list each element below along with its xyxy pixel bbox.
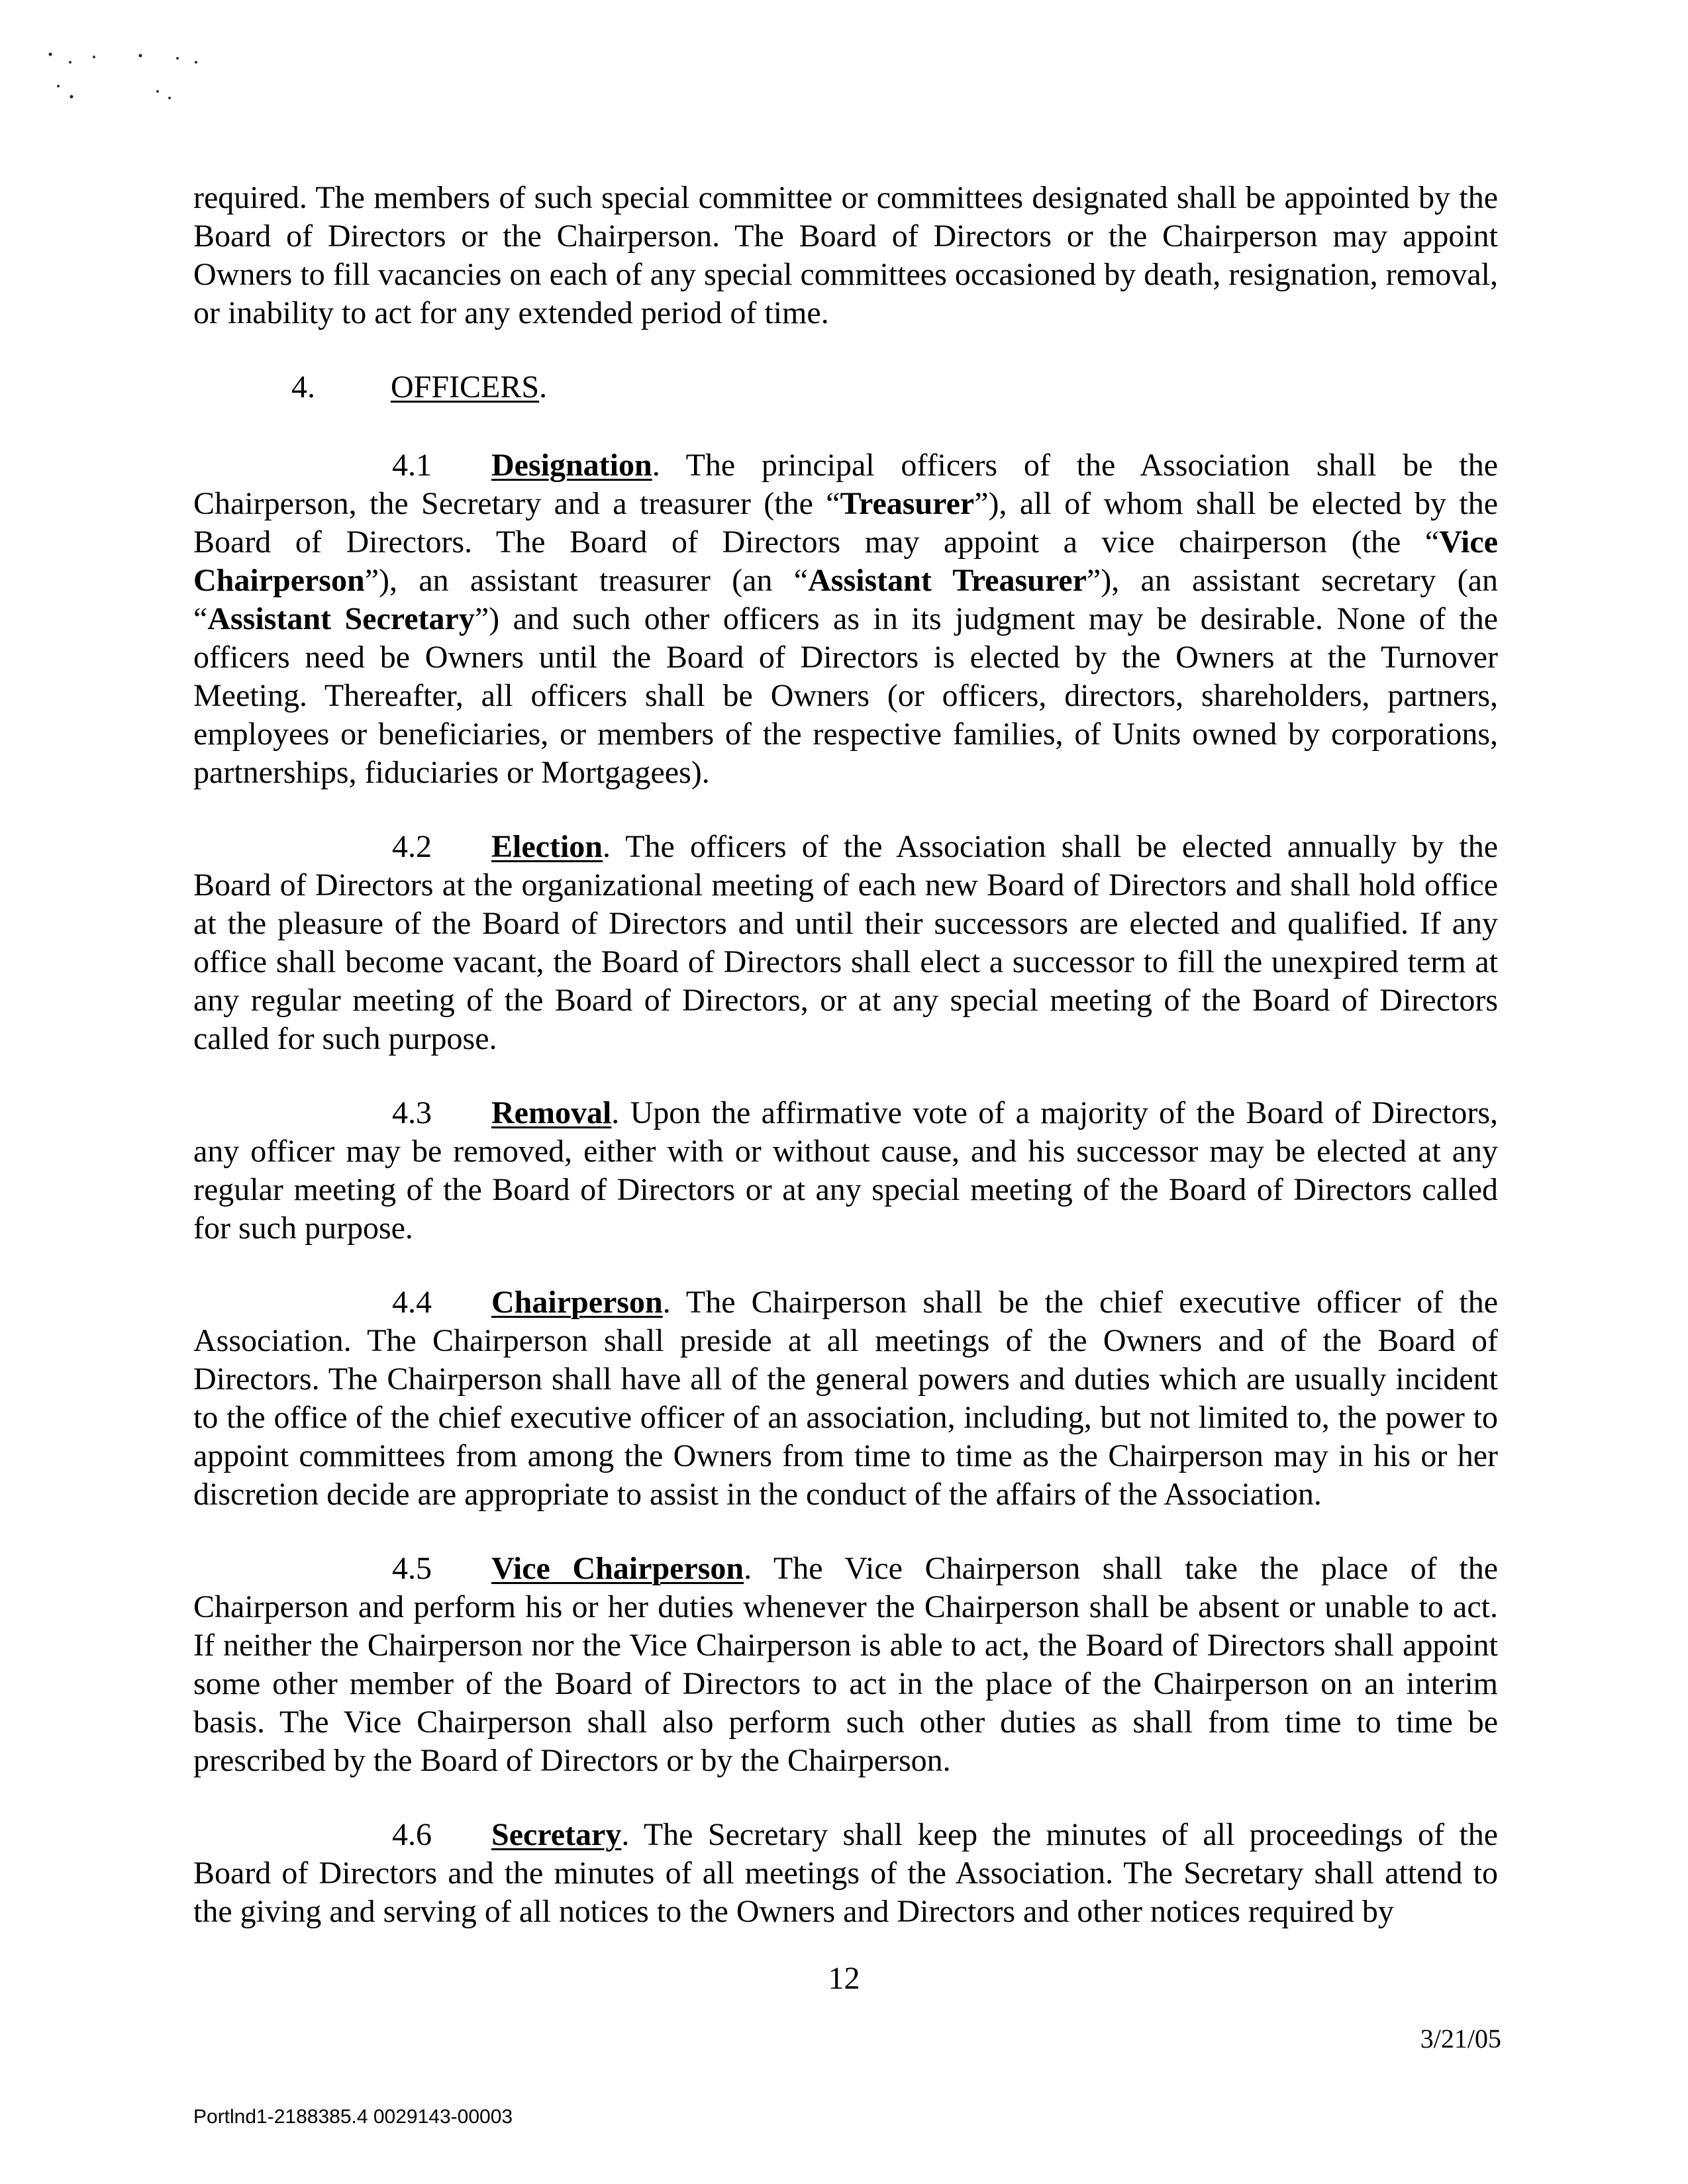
- section-heading: [193, 368, 1498, 407]
- paragraph-4-2: [193, 828, 1498, 1058]
- paragraph-text: ”), an assistant treasurer (an “: [364, 563, 809, 598]
- scan-speckles: [40, 40, 205, 113]
- paragraph-text: ”), all of whom shall be elected by the Board of Directors. The Board of Directors may appoint a vice chairperson (the “: [193, 486, 1499, 560]
- paragraph-title: Election: [491, 829, 603, 864]
- paragraph-title: Removal: [491, 1095, 612, 1130]
- paragraph-text: . Upon the affirmative vote of a majority of the Board of Directors, any officer may be removed, either with or without cause, and his successor may be elected at any regular meeting of the Board of Directors or at any special meeting of the Board of Directors called for such purpose.: [193, 1095, 1498, 1246]
- defined-term: Treasurer: [840, 486, 975, 521]
- paragraph-title: Secretary: [491, 1817, 622, 1852]
- footer-date: 3/21/05: [1420, 2024, 1501, 2054]
- paragraph-text: . The officers of the Association shall be elected annually by the Board of Directors at the organizational meeting of each new Board of Directors and shall hold office at the pleasure of the Board of Directors and until their successors are elected and qualified. If any office shall become vacant, the Board of Directors shall elect a successor to fill the unexpired term at any regular meeting of the Board of Directors, or at any special meeting of the Board of Directors called for such purpose.: [193, 829, 1498, 1056]
- section-title-punct: .: [539, 370, 548, 405]
- paragraph-number: 4.6: [392, 1817, 432, 1852]
- paragraph-4-5: [193, 1550, 1498, 1780]
- paragraph-number: 4.2: [392, 829, 432, 864]
- section-number: 4.: [291, 370, 315, 405]
- paragraph-text: ”), an assistant secretary (an “: [193, 563, 1498, 636]
- page-number: 12: [828, 1961, 860, 1996]
- paragraph-4-6: [193, 1816, 1498, 1931]
- paragraph-title: Designation: [491, 448, 652, 483]
- document-body: [193, 179, 1498, 1967]
- defined-term: Vice Chairperson: [193, 524, 1498, 598]
- defined-term: Assistant Secretary: [207, 601, 475, 636]
- paragraph-4-4: [193, 1283, 1498, 1514]
- paragraph-title: Vice Chairperson: [491, 1551, 744, 1586]
- paragraph-text: . The Vice Chairperson shall take the place of the Chairperson and perform his or her duties whenever the Chairperson shall be absent or unable to act. If neither the Chairperson nor the Vice Chairperson is able to act, the Board of Directors shall appoint some other member of the Board of Directors to act in the place of the Chairperson on an interim basis. The Vice Chairperson shall also perform such other duties as shall from time to time be prescribed by the Board of Directors or by the Chairperson.: [193, 1551, 1498, 1778]
- paragraph-text: . The Chairperson shall be the chief executive officer of the Association. The Chairperson shall preside at all meetings of the Owners and of the Board of Directors. The Chairperson shall have all of the general powers and duties which are usually incident to the office of the chief executive officer of an association, including, but not limited to, the power to appoint committees from among the Owners from time to time as the Chairperson may in his or her discretion decide are appropriate to assist in the conduct of the affairs of the Association.: [193, 1285, 1498, 1512]
- document-id: Portlnd1-2188385.4 0029143-00003: [193, 2106, 513, 2128]
- paragraph-text: . The principal officers of the Association shall be the Chairperson, the Secretary and a treasurer (the “: [193, 448, 1498, 521]
- paragraph-number: 4.1: [392, 448, 432, 483]
- paragraph-number: 4.5: [392, 1551, 432, 1586]
- section-title: OFFICERS: [391, 370, 540, 405]
- continuation-paragraph: required. The members of such special committee or committees designated shall be appointed by the Board of Directors or the Chairperson. The Board of Directors or the Chairperson may appoint Owners to fill vacancies on each of any special committees occasioned by death, resignation, removal, or inability to act for any extended period of time.: [193, 180, 1498, 330]
- paragraph-text: . The Secretary shall keep the minutes of all proceedings of the Board of Directors and the minutes of all meetings of the Association. The Secretary shall attend to the giving and serving of all notices to the Owners and Directors and other notices required by: [193, 1817, 1498, 1929]
- defined-term: Assistant Treasurer: [808, 563, 1087, 598]
- paragraph-title: Chairperson: [491, 1285, 663, 1320]
- paragraph-number: 4.3: [392, 1095, 432, 1130]
- paragraph-text: ”) and such other officers as in its judgment may be desirable. None of the officers need be Owners until the Board of Directors is elected by the Owners at the Turnover Meeting. Thereafter, all officers shall be Owners (or officers, directors, shareholders, partners, employees or beneficiaries, or members of the respective families, of Units owned by corporations, partnerships, fiduciaries or Mortgagees).: [193, 601, 1499, 790]
- paragraph-4-3: [193, 1094, 1498, 1248]
- paragraph-4-1: [193, 446, 1498, 792]
- paragraph-number: 4.4: [392, 1285, 432, 1320]
